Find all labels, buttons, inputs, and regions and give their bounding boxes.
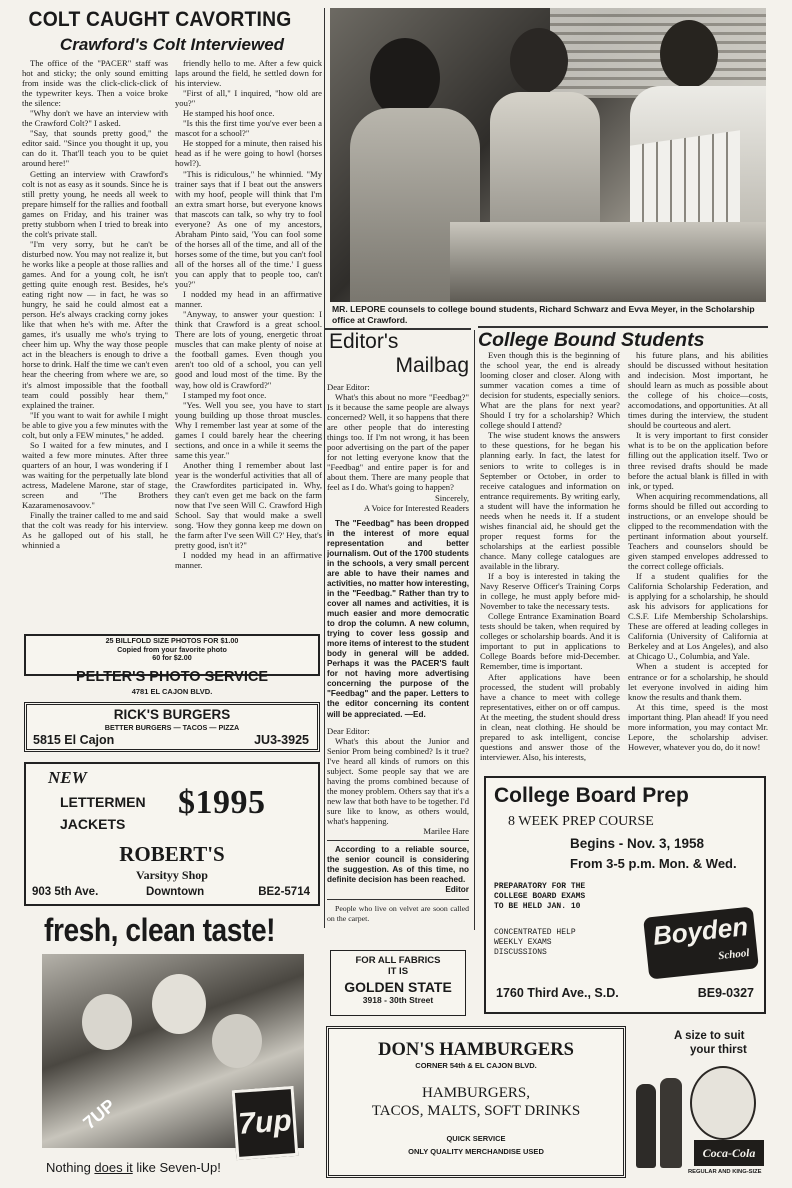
column-rule-1 [324, 8, 325, 928]
pelter-line1: 25 BILLFOLD SIZE PHOTOS FOR $1.00 [105, 636, 239, 645]
roberts-area: Downtown [146, 886, 205, 898]
photo-student-boy [370, 38, 440, 118]
roberts-price: $1995 [178, 784, 266, 821]
paragraph: friendly hello to me. After a few quick laps around the field, he settled down for his interview. [175, 58, 322, 89]
roberts-shop: Varsityy Shop [136, 868, 208, 882]
letter-1-line: Sincerely, [434, 492, 469, 503]
golden-line1: FOR ALL FABRICS [355, 955, 441, 966]
college-column-2 [628, 350, 768, 766]
boyden-title: College Board Prep [494, 784, 689, 807]
paragraph: College Entrance Examination Board tests should be taken, when required by colleges or scholarship boards. And it is important to put in applications to College Boards before mid-December. Remember, time is important. [480, 611, 620, 672]
article-column-2 [175, 58, 322, 632]
golden-name: GOLDEN STATE [344, 979, 452, 995]
sevenup-figure-1 [82, 994, 132, 1050]
photo-counselor [660, 20, 718, 88]
paragraph: He stopped for a minute, then raised his head as if he were going to howl (horses howl?). [175, 138, 322, 169]
paragraph: After applications have been processed, the student will probably have a chance to meet with college representatives, either on or off campus. At the meeting, the student should dress in clean, neat clothing. He should be prepared to ask intelligent, concise questions and answer those of the interviewer. Also, his interests, [480, 671, 620, 762]
editor-note-sign: Editor [445, 885, 469, 895]
coke-bottle-2 [660, 1078, 682, 1168]
boyden-begins: Begins - Nov. 3, 1958 [570, 836, 705, 851]
coke-bottle-1 [636, 1084, 656, 1168]
sevenup-figure-2 [152, 974, 206, 1034]
photo-student-girl-body [490, 92, 600, 222]
ricks-name: RICK'S BURGERS [113, 707, 231, 722]
paragraph: If a boy is interested in taking the Navy Reserve Officer's Training Corps in college, he must apply before mid-November to take the necessary tests. [480, 571, 620, 612]
coke-woman-face [690, 1066, 756, 1140]
paragraph: The office of the "PACER" staff was hot and sticky; the only sound emitting from inside was the click-click-click of the typewriter keys. Then a voice broke the silence: [22, 58, 168, 109]
sevenup-headline: fresh, clean taste! [44, 912, 276, 948]
paragraph: Getting an interview with Crawford's colt is not as easy as it sounds. Since he is still pretty young, he needs all week to prepare himself for the rallies and football games on Friday, and his trainer was pretty stubborn when I tried to break into the colt's private stall. [22, 168, 168, 239]
editor-reply: The "Feedbag" has been dropped in the interest of more equal representation and better journalism. Out of the 1700 students in the schools, a very small percent are able to have their names and activities, no matter how interesting, in the "Feedbag." Rather than try to cover all names and activities, it is much easier and more democratic to drop the column. A new column, trying to cover less gossip and more items of interest to the student body in general will be added. Perhaps it was the PACER'S fault for not having more advertising concerning the purpose of the "Feedbag" and the paper. Letters to the editor concerning its content will be appreciated. —Ed. [327, 518, 469, 719]
column-rule-2 [474, 330, 475, 930]
roberts-address: 903 5th Ave. [32, 886, 99, 898]
dons-corner: CORNER 54th & EL CAJON BLVD. [415, 1061, 537, 1070]
boyden-prep3: TO BE HELD JAN. 10 [494, 902, 581, 911]
sevenup-footer [46, 1160, 221, 1175]
coke-sizes: REGULAR AND KING-SIZE [688, 1169, 762, 1175]
sevenup-logo [232, 1086, 299, 1160]
letter-1-line: A Voice for Interested Readers [363, 502, 469, 513]
ad-ricks-burgers [24, 702, 320, 752]
coke-logo: Coca-Cola [702, 1145, 756, 1160]
pelter-name: PELTER'S PHOTO SERVICE [76, 669, 268, 685]
filler-quote: People who live on velvet are soon called on the carpet. [327, 904, 469, 924]
boyden-prep2: COLLEGE BOARD EXAMS [494, 892, 586, 901]
paragraph: "First of all," I inquired, "how old are you?" [175, 88, 322, 109]
paragraph: Finally the trainer called to me and said that the colt was ready for his interview. As he galloped out of his stall, he whinnied a [22, 510, 168, 551]
paragraph: "If you want to wait for awhile I might be able to give you a few minutes with the colt, but only a FEW minutes," he added. [22, 409, 168, 440]
ricks-address: 5815 El Cajon [33, 733, 115, 747]
photo-student-girl [510, 28, 568, 94]
college-section [478, 326, 768, 766]
golden-address: 3918 - 30th Street [362, 995, 434, 1005]
ricks-tagline: BETTER BURGERS — TACOS — PIZZA [104, 723, 240, 732]
ricks-phone: JU3-3925 [254, 733, 309, 747]
sevenup-logo-text: 7up [237, 1104, 293, 1141]
mailbag-body [327, 382, 469, 936]
paragraph: "Why don't we have an interview with the Crawford Colt?" I asked. [22, 108, 168, 129]
letter-2-line: Marilee Hare [423, 826, 469, 837]
paragraph: his future plans, and his abilities should be discussed without hesitation and indecision. Most important, he should learn as much as possible about the college of his choice—costs, accomodations, and opportunities. At all times during the interview, the student should be courteous and alert. [628, 350, 768, 431]
pelter-line2: Copied from your favorite photo [117, 644, 227, 654]
photo-window-blinds [550, 8, 766, 98]
boyden-help3: DISCUSSIONS [494, 948, 547, 957]
ad-coca-cola [632, 1026, 768, 1182]
paragraph: If a student qualifies for the California Scholarship Federation, and is applying for a scholarship, he should ask his advisors for applications for C.S.F. Life Membership Scholarships. These are offered at leading colleges in California (University of California at Berkeley and at Los Angeles), and also at Chicago U., Columbia, and Yale. [628, 571, 768, 662]
paragraph: "Anyway, to answer your question: I think that Crawford is a great school. There are lots of young, energetic throat muscles that can make plenty of noise at the football games. Even though you aren't too old of a school, you can yell good and loud most of the time. By the way, how old is Crawford?" [175, 309, 322, 390]
photo-caption: MR. LEPORE counsels to college bound students, Richard Schwarz and Evva Meyer, in the Scholarship office at Crawford. [332, 304, 755, 325]
article-subhead: Crawford's Colt Interviewed [59, 35, 285, 54]
paragraph: "Is this the first time you've ever been a mascot for a school?" [175, 118, 322, 139]
paragraph: Even though this is the beginning of the school year, the end is already looming closer and closer. Along with summer vacation comes a time of decision for students, especially seniors. What are the plans for next year? Should I try for a scholarship? Which college should I attend? [480, 350, 620, 431]
mailbag-section [325, 328, 471, 936]
paragraph: At this time, speed is the most important thing. Plan ahead! If you need more information, you may contact Mr. Lepore, the scholarship adviser. However, whatever you do, do it now! [628, 701, 768, 752]
boyden-help2: WEEKLY EXAMS [494, 938, 552, 947]
letter-1-line: What's this about no more "Feedbag?" Is it because the same people are always concerned? Well, it so happens that there are other people that do interesting things too. If I'm not wrong, it has been poor advertising on the part of the paper for not letting everyone know that the "Feedbag" and entire paper is for and about them. There are many people that feel as I do. What's going to happen? [327, 392, 469, 493]
college-top-rule [478, 326, 768, 328]
sevenup-footer-b: does it [94, 1160, 133, 1175]
boyden-help1: CONCENTRATED HELP [494, 928, 576, 937]
sevenup-bottle-label: 7UP [79, 1095, 120, 1134]
left-article [22, 8, 322, 632]
paragraph: I nodded my head in an affirmative manner. [175, 289, 322, 310]
mailbag-title-line1: Editor's [329, 330, 399, 353]
boyden-hours: From 3-5 p.m. Mon. & Wed. [570, 856, 737, 871]
dons-service: QUICK SERVICE [446, 1134, 506, 1143]
ad-seven-up [24, 910, 322, 1182]
paragraph: The wise student knows the answers to these questions, for he began his planning early. In fact, the latest for seniors to write to colleges is in September or October, in order to receive catalogues and information on entrance requirements. By writing early, a student will have the information he needs when he needs it. If a student wishes financial aid, he should get the proper request forms for the scholarships at the earliest possible chance. Many college catalogues are available in the library. [480, 430, 620, 571]
golden-line2: IT IS [387, 966, 409, 977]
boyden-logo-text: Boyden [651, 911, 750, 951]
boyden-phone: BE9-0327 [697, 986, 754, 1000]
paragraph: "Say, that sounds pretty good," the editor said. "Since you thought it up, you can do it. That'll teach you to be quiet around here!" [22, 128, 168, 169]
boyden-logo-sub: School [717, 947, 750, 963]
sevenup-figure-3 [212, 1014, 262, 1068]
boyden-address: 1760 Third Ave., S.D. [496, 986, 619, 1000]
paragraph: "I'm very sorry, but he can't be disturbed now. You may not realize it, but he works like a people at those rallies and games. And for a young colt, he isn't getting quite enough rest. Besides, he's eating right now — in fact, he was so hungry, he said he could almost eat a person. He's always cracking corny jokes like that when he's with me. After the games, it's usually me who's trying to cheer him up. Why the way those people act in the bleachers is enough to drive a horse to drink. Half the time we can't even hear the cheering from where we are, so it's almost impossible that the football team could possibly hear them," explained the trainer. [22, 238, 168, 410]
paragraph: He stamped his hoof once. [183, 108, 275, 119]
ad-golden-state [330, 950, 466, 1016]
college-column-1 [480, 350, 620, 766]
ad-dons-hamburgers [326, 1026, 626, 1178]
ad-boyden-school [484, 776, 766, 1014]
paragraph: So I waited for a few minutes, and I waited a few more minutes. After three quarters of an hour, I was wondering if I was waiting for the perpetually late blond actress, Madelene Marone, star of stage, screen and "The Brothers Kazaramenosavoov." [22, 439, 168, 511]
coke-line1: A size to suit [674, 1030, 745, 1042]
editor-note: According to a reliable source, the senior council is considering the suggestion. As of this time, no definite decision has been reached. [327, 845, 469, 885]
dons-name: DON'S HAMBURGERS [378, 1040, 574, 1060]
dons-quality: ONLY QUALITY MERCHANDISE USED [408, 1147, 544, 1156]
roberts-new: NEW [48, 768, 87, 787]
dons-line2: TACOS, MALTS, SOFT DRINKS [371, 1103, 581, 1119]
coke-logo-box [694, 1140, 764, 1166]
college-headline: College Bound Students [478, 329, 705, 351]
letter-1-line: Dear Editor: [327, 382, 370, 392]
mailbag-title-line2: Mailbag [395, 354, 469, 377]
mailbag-divider [327, 840, 469, 841]
letter-2-line: Dear Editor: [327, 725, 370, 736]
roberts-name: ROBERT'S [119, 842, 225, 866]
pelter-address: 4781 EL CAJON BLVD. [131, 687, 213, 696]
paragraph: I nodded my head in an affirmative manner. [175, 550, 322, 571]
paragraph: Another thing I remember about last year is the wonderful activities that all of the Crawfordites participated in. Why, they can't even get me back on the farm now that I've seen Will C. Crawford High School. Say that would make a swell song. 'How they gonna keep me down on the farm after I've seen Will C?' Hey, that's pretty good, isn't it?" [175, 459, 322, 551]
sevenup-footer-c: like Seven-Up! [132, 1160, 221, 1175]
sevenup-footer-a: Nothing [46, 1160, 95, 1175]
dons-line1: HAMBURGERS, [422, 1085, 530, 1101]
paragraph: When acquiring recommendations, all forms should be filled out according to instructions, or an envelope should be clipped to the recommendation with the pertinant information about yourself. Teachers and counselors should be given stamped envelopes addressed to the correct college officials. [628, 490, 768, 571]
boyden-prep1: PREPARATORY FOR THE [494, 882, 586, 891]
letter-2-line: What's this about the Junior and Senior Prom being combined? Is it true? I've heard all kinds of rumors on this subject. Some people say that we are having the proms combined because of the money problem. Others say that it's a new law that both have to be together. I'd sure like to know, as others would, what's happening. [327, 735, 469, 826]
paragraph: "Yes. Well you see, you have to start young building up those throat muscles. Why I remember last year at some of the games I could barely hear the cheering sections, and once in a while it seems the same this year." [175, 399, 322, 460]
paragraph: "This is ridiculous," he whinnied. "My trainer says that if I beat out the answers with my hoof, people will think that I'm an extra smart horse, but everyone knows that mascots can talk, so why try to fool everyone? As one of my ancestors, Abraham Pinto said, 'You can fool some of the horses all of the time, and all of the horses some of the time, but you can't fool all of the horses all of the time.' I guess you can apply that to people too, can't you?" [175, 168, 322, 290]
roberts-lettermen: LETTERMEN [60, 794, 146, 810]
coke-line2: your thirst [690, 1044, 747, 1056]
pelter-line3: 60 for $2.00 [152, 653, 192, 662]
article-headline: COLT CAUGHT CAVORTING [28, 8, 292, 31]
photo-counselor-students [330, 8, 766, 302]
mailbag-divider [327, 899, 469, 900]
paragraph: It is very important to first consider what is to be on the application before filling out the application itself. Two or three revised drafts should be made before the actual blank is filled in with ink, or typed. [628, 430, 768, 491]
paragraph: I stamped my foot once. [183, 389, 267, 400]
paragraph: When a student is accepted for entrance or for a scholarship, he should let everyone involved in aiding him know the results and thank them. [628, 661, 768, 702]
boyden-logo [643, 906, 759, 979]
roberts-phone: BE2-5714 [258, 886, 310, 898]
ad-roberts-jackets [24, 762, 320, 906]
article-column-1 [22, 58, 168, 632]
roberts-jackets: JACKETS [60, 816, 126, 832]
photo-desk [450, 222, 766, 302]
boyden-course: 8 WEEK PREP COURSE [508, 814, 654, 829]
